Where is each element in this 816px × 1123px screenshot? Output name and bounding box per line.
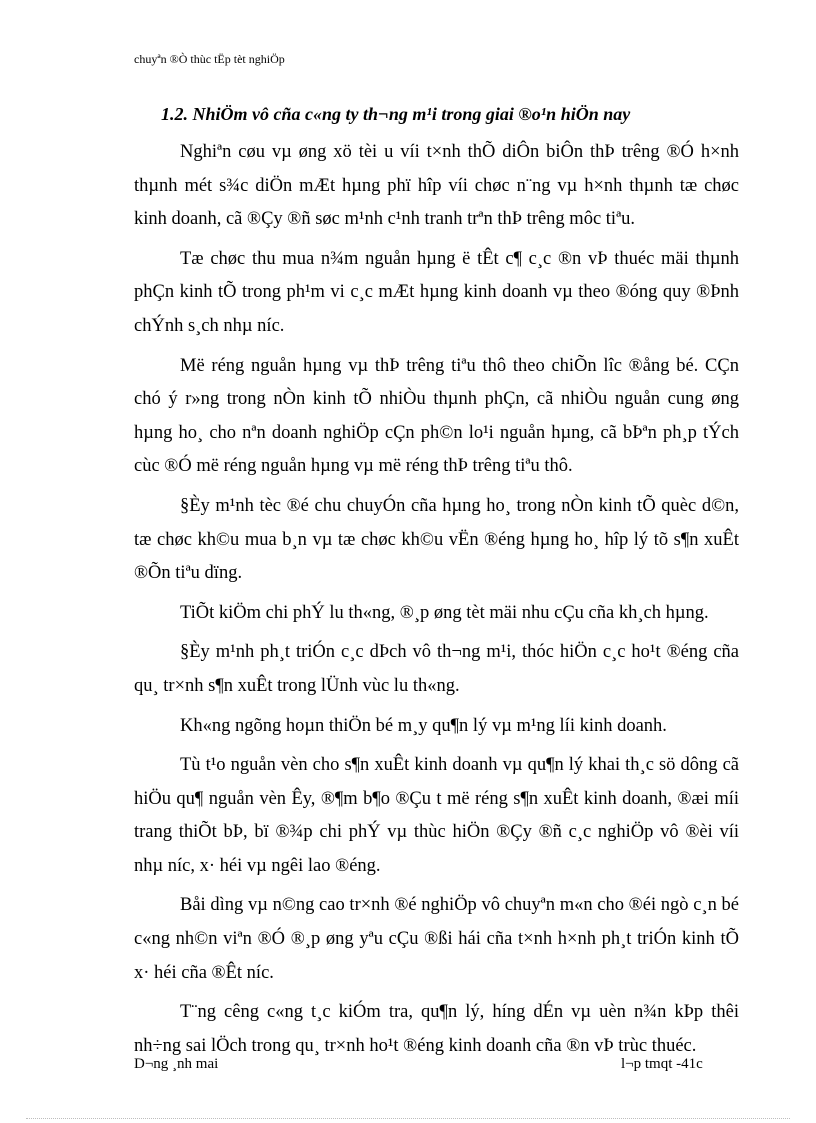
paragraph: §Èy m¹nh tèc ®é chu chuyÓn cña hµng ho¸ trong nÒn kinh tÕ quèc d©n, tæ chøc kh©u mua b¸n vµ tæ chøc kh©u vËn ®éng hµng ho¸ hîp lý tõ s¶n xuÊt ®Õn tiªu dïng.	[134, 495, 739, 584]
paragraph: Tù t¹o nguån vèn cho s¶n xuÊt kinh doanh vµ qu¶n lý khai th¸c sö dông cã hiÖu qu¶ nguån vèn Êy, ®¶m b¶o ®Çu t më réng s¶n xuÊt kinh doanh, ®æi míi trang thiÕt bÞ, bï ®¾p chi phÝ vµ thùc hiÖn ®Çy ®ñ c¸c nghiÖp vô ®èi víi nhµ níc, x· héi vµ ngêi lao ®éng.	[134, 755, 739, 876]
section-heading: 1.2. NhiÖm vô cña c«ng ty th¬ng m¹i trong giai ®o¹n hiÖn nay	[161, 104, 631, 124]
footer-author: D¬ng ¸nh mai	[134, 1056, 219, 1072]
page-edge-divider	[26, 1118, 790, 1119]
paragraph: Më réng nguån hµng vµ thÞ trêng tiªu thô theo chiÕn lîc ®ång bé. CÇn chó ý r»ng trong nÒn kinh tÕ nhiÒu thµnh phÇn, cã nhiÒu nguån cung øng hµng ho¸ cho nªn doanh nghiÖp cÇn ph©n lo¹i nguån hµng, cã bÞªn ph¸p tÝch cùc ®Ó më réng nguån hµng vµ më réng thÞ trêng tiªu thô.	[134, 355, 739, 477]
paragraph: Tæ chøc thu mua n¾m nguån hµng ë tÊt c¶ c¸c ®n vÞ thuéc mäi thµnh phÇn kinh tÕ trong ph¹m vi c¸c mÆt hµng kinh doanh vµ theo ®óng quy ®Þnh chÝnh s¸ch nhµ níc.	[134, 248, 739, 336]
paragraph: T¨ng cêng c«ng t¸c kiÓm tra, qu¶n lý, híng dÉn vµ uèn n¾n kÞp thêi nh÷ng sai lÖch trong qu¸ tr×nh ho¹t ®éng kinh doanh cña ®n vÞ trùc thuéc.	[134, 1002, 739, 1056]
body-text	[134, 136, 739, 1069]
paragraph: Kh«ng ngõng hoµn thiÖn bé m¸y qu¶n lý vµ m¹ng líi kinh doanh.	[180, 715, 667, 736]
paragraph: Båi dìng vµ n©ng cao tr×nh ®é nghiÖp vô chuyªn m«n cho ®éi ngò c¸n bé c«ng nh©n viªn ®Ó ®¸p øng yªu cÇu ®ßi hái cña t×nh h×nh ph¸t triÓn kinh tÕ x· héi cña ®Êt níc.	[134, 895, 739, 983]
running-header: chuyªn ®Ò thùc tËp tèt nghiÖp	[134, 52, 285, 66]
paragraph: Nghiªn cøu vµ øng xö tèi u víi t×nh thÕ diÔn biÔn thÞ trêng ®Ó h×nh thµnh mét s¾c diÖn mÆt hµng phï hîp víi chøc n¨ng vµ h×nh thµnh tæ chøc kinh doanh, cã ®Çy ®ñ søc m¹nh c¹nh tranh trªn thÞ trêng môc tiªu.	[134, 142, 739, 230]
paragraph: §Èy m¹nh ph¸t triÓn c¸c dÞch vô th¬ng m¹i, thóc hiÖn c¸c ho¹t ®éng cña qu¸ tr×nh s¶n xuÊt trong lÜnh vùc lu th«ng.	[134, 642, 739, 696]
footer-class: l¬p tmqt -41c	[621, 1056, 703, 1072]
paragraph: TiÕt kiÖm chi phÝ lu th«ng, ®¸p øng tèt mäi nhu cÇu cña kh¸ch hµng.	[180, 602, 709, 623]
